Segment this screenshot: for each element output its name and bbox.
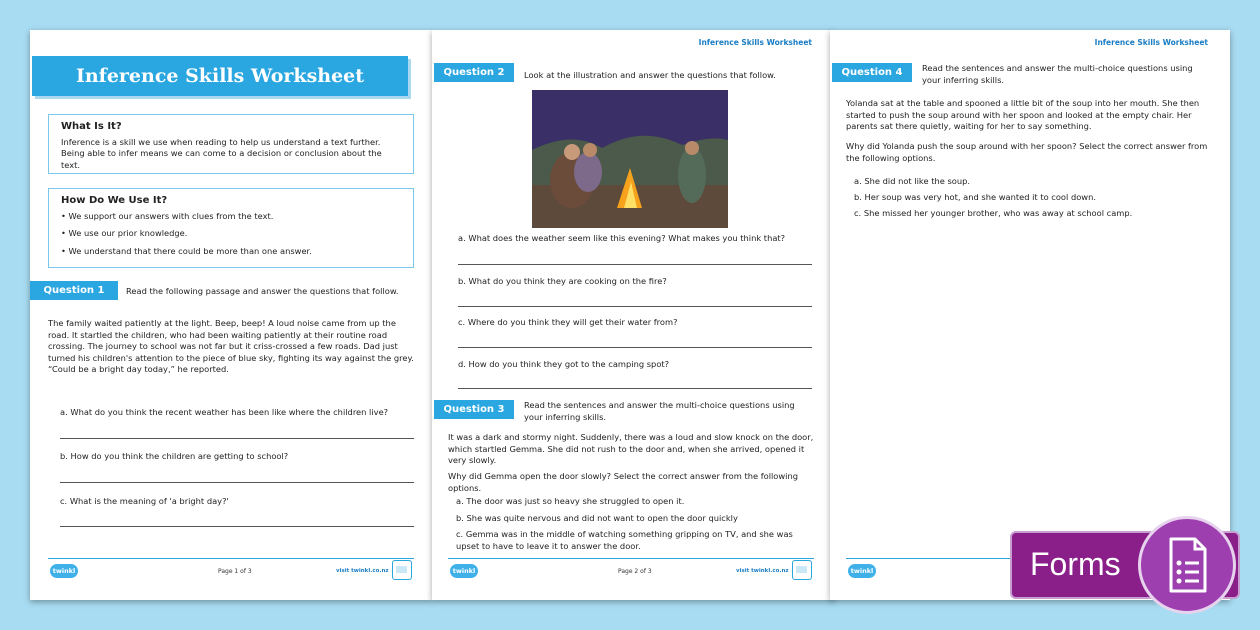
footer-rule xyxy=(48,558,414,559)
answer-line[interactable] xyxy=(458,388,812,389)
header-title: Inference Skills Worksheet xyxy=(698,38,812,47)
question-3-option-a[interactable]: a. The door was just so heavy she struggled to open it. xyxy=(456,496,685,506)
question-4-question: Why did Yolanda push the soup around with her spoon? Select the correct answer from the following options. xyxy=(846,141,1208,163)
question-4-label: Question 4 xyxy=(832,63,912,82)
visit-link[interactable]: visit twinkl.co.nz xyxy=(736,568,789,574)
answer-line[interactable] xyxy=(60,482,414,483)
worksheet-title: Inference Skills Worksheet xyxy=(32,56,408,96)
answer-line[interactable] xyxy=(458,264,812,265)
how-use-item: • We support our answers with clues from the text. xyxy=(61,211,401,223)
page-number: Page 1 of 3 xyxy=(218,568,252,575)
question-2-instruction: Look at the illustration and answer the questions that follow. xyxy=(524,70,776,80)
question-4-option-c[interactable]: c. She missed her younger brother, who was away at school camp. xyxy=(854,208,1133,218)
question-1-instruction: Read the following passage and answer the questions that follow. xyxy=(126,286,399,296)
twinkl-logo: twinkl xyxy=(848,564,876,578)
question-1c: c. What is the meaning of 'a bright day?' xyxy=(60,496,229,506)
forms-button-label: Forms xyxy=(1030,546,1121,582)
question-2-label: Question 2 xyxy=(434,63,514,82)
how-use-heading: How Do We Use It? xyxy=(61,195,168,206)
page-number: Page 2 of 3 xyxy=(618,568,652,575)
visit-link[interactable]: visit twinkl.co.nz xyxy=(336,568,389,574)
worksheet-page-1 xyxy=(30,30,432,600)
question-4-instruction: Read the sentences and answer the multi-choice questions using your inferring skills. xyxy=(922,63,1193,85)
question-3-label: Question 3 xyxy=(434,400,514,419)
what-is-it-heading: What Is It? xyxy=(61,121,122,132)
question-3-option-b[interactable]: b. She was quite nervous and did not want to open the door quickly xyxy=(456,513,738,523)
question-3-instruction: Read the sentences and answer the multi-choice questions using your inferring skills. xyxy=(524,400,795,422)
answer-line[interactable] xyxy=(458,347,812,348)
question-2c: c. Where do you think they will get their water from? xyxy=(458,317,678,327)
question-4-option-b[interactable]: b. Her soup was very hot, and she wanted it to cool down. xyxy=(854,192,1096,202)
google-forms-icon[interactable] xyxy=(1138,516,1236,614)
footer-rule xyxy=(448,558,814,559)
answer-line[interactable] xyxy=(60,526,414,527)
badge-icon xyxy=(792,560,812,580)
question-2d: d. How do you think they got to the camping spot? xyxy=(458,359,670,369)
answer-line[interactable] xyxy=(458,306,812,307)
badge-icon xyxy=(392,560,412,580)
how-use-item: • We use our prior knowledge. xyxy=(61,228,401,240)
question-1-passage: The family waited patiently at the light. Beep, beep! A loud noise came from up the road. It startled the children, who had been waiting patiently at their routine road crossing. The journey to school was not far but it criss-crossed a few roads. Dad just turned his children's attention to the piece of blue sky, fighting its way against the grey. “Could be a bright day today,” he reported. xyxy=(48,318,414,374)
question-4-option-a[interactable]: a. She did not like the soup. xyxy=(854,176,971,186)
campfire-illustration xyxy=(532,90,728,228)
question-1-label: Question 1 xyxy=(30,281,118,300)
question-1b: b. How do you think the children are getting to school? xyxy=(60,451,289,461)
header-title: Inference Skills Worksheet xyxy=(1094,38,1208,47)
twinkl-logo: twinkl xyxy=(450,564,478,578)
question-3-passage: It was a dark and stormy night. Suddenly, there was a loud and slow knock on the door, which startled Gemma. She did not rush to the door and, when she arrived, opened it very slowly. xyxy=(448,432,814,465)
twinkl-logo: twinkl xyxy=(50,564,78,578)
question-2b: b. What do you think they are cooking on the fire? xyxy=(458,276,667,286)
worksheet-page-3 xyxy=(830,30,1230,600)
worksheet-page-2 xyxy=(432,30,834,600)
question-4-passage: Yolanda sat at the table and spooned a little bit of the soup into her mouth. She then started to push the soup around with her spoon and looked at the empty chair. Her parents sat there quietly, waiting for her to say something. xyxy=(846,98,1200,131)
what-is-it-box xyxy=(48,114,414,174)
how-use-item: • We understand that there could be more than one answer. xyxy=(61,246,401,258)
question-3-question: Why did Gemma open the door slowly? Select the correct answer from the following options. xyxy=(448,471,798,493)
question-1a: a. What do you think the recent weather has been like where the children live? xyxy=(60,407,389,417)
question-3-option-c[interactable]: c. Gemma was in the middle of watching something gripping on TV, and she was upset to have to leave it to answer the door. xyxy=(456,529,793,551)
what-is-it-text: Inference is a skill we use when reading to help us understand a text further. Being able to infer means we can come to a decision or conclusion about the text. xyxy=(61,136,382,170)
question-2a: a. What does the weather seem like this evening? What makes you think that? xyxy=(458,233,786,243)
how-use-box xyxy=(48,188,414,268)
answer-line[interactable] xyxy=(60,438,414,439)
